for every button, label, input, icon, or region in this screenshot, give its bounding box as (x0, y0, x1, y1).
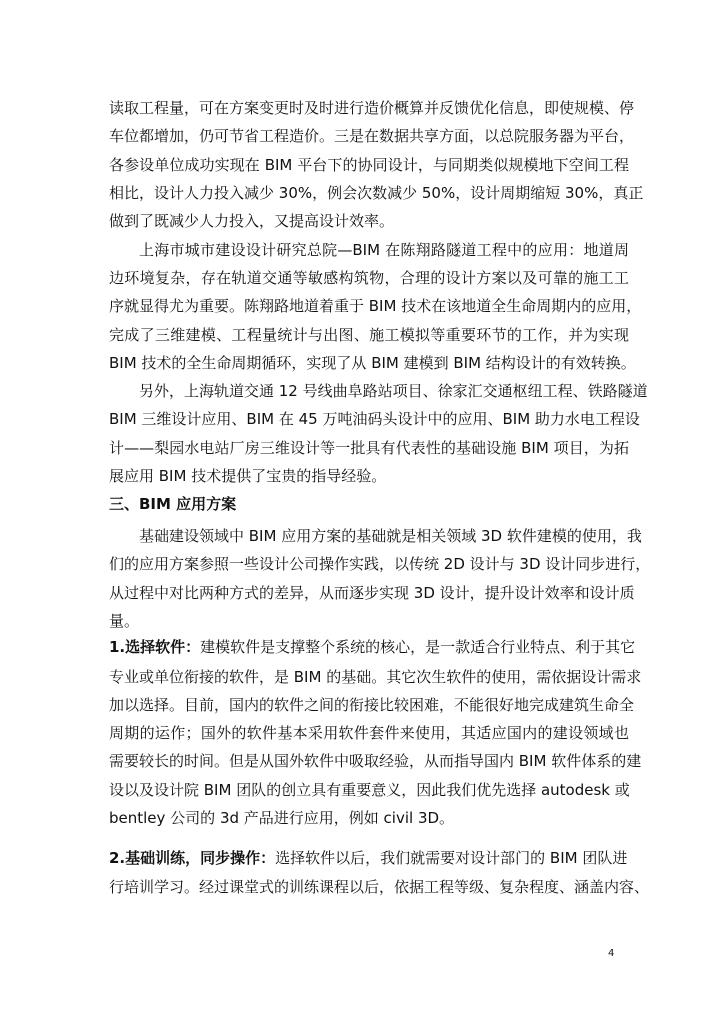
body-line: 设以及设计院 BIM 团队的创立具有重要意义，因此我们优先选择 autodesk 或 (109, 781, 630, 799)
body-line: 们的应用方案参照一些设计公司操作实践，以传统 2D 设计与 3D 设计同步进行， (109, 555, 651, 573)
body-line: 另外，上海轨道交通 12 号线曲阜路站项目、徐家汇交通枢纽工程、铁路隧道 (139, 382, 648, 400)
body-line: 相比，设计人力投入减少 30%，例会次数减少 50%，设计周期缩短 30%，真正 (109, 184, 644, 202)
body-line: 边环境复杂，存在轨道交通等敏感构筑物，合理的设计方案以及可靠的施工工 (109, 269, 629, 287)
body-line: 序就显得尤为重要。陈翔路地道着重于 BIM 技术在该地道全生命周期内的应用， (109, 297, 642, 315)
body-line: 上海市城市建设设计研究总院—BIM 在陈翔路隧道工程中的应用：地道周 (139, 241, 629, 259)
body-line: 量。 (109, 612, 140, 630)
section-heading: 三、BIM 应用方案 (109, 495, 237, 513)
body-line: 读取工程量，可在方案变更时及时进行造价概算并反馈优化信息，即使规模、停 (109, 99, 635, 117)
body-line: 车位都增加，仍可节省工程造价。三是在数据共享方面，以总院服务器为平台， (109, 127, 635, 145)
body-text: 建模软件是支撑整个系统的核心，是一款适合行业特点、利于其它 (200, 638, 636, 656)
body-line: 完成了三维建模、工程量统计与出图、施工模拟等重要环节的工作，并为实现 (109, 326, 629, 344)
body-text: 选择软件以后，我们就需要对设计部门的 BIM 团队进 (275, 849, 628, 867)
subsection-line (109, 848, 629, 868)
body-line: 专业或单位衔接的软件，是 BIM 的基础。其它次生软件的使用，需依据设计需求 (109, 668, 642, 686)
body-line: BIM 技术的全生命周期循环，实现了从 BIM 建模到 BIM 结构设计的有效转换。 (109, 354, 636, 372)
body-line: 周期的运作；国外的软件基本采用软件套件来使用，其适应国内的建设领域也 (109, 724, 629, 742)
body-line: 从过程中对比两种方式的差异，从而逐步实现 3D 设计，提升设计效率和设计质 (109, 584, 635, 602)
body-line: 需要较长的时间。但是从国外软件中吸取经验，从而指导国内 BIM 软件体系的建 (109, 752, 642, 770)
body-line: 加以选择。目前，国内的软件之间的衔接比较困难，不能很好地完成建筑生命全 (109, 696, 635, 714)
body-line: 行培训学习。经过课堂式的训练课程以后，依据工程等级、复杂程度、涵盖内容、 (109, 878, 650, 896)
body-line: 做到了既减少人力投入，又提高设计效率。 (109, 212, 395, 230)
body-line: 展应用 BIM 技术提供了宝贵的指导经验。 (109, 467, 387, 485)
body-line: 各参设单位成功实现在 BIM 平台下的协同设计，与同期类似规模地下空间工程 (109, 156, 629, 174)
body-line: BIM 三维设计应用、BIM 在 45 万吨油码头设计中的应用、BIM 助力水电工程设 (109, 410, 640, 428)
subheading-select-software: 1.选择软件： (109, 638, 201, 656)
subheading-training: 2.基础训练，同步操作： (109, 849, 276, 867)
body-line: 计——梨园水电站厂房三维设计等一批具有代表性的基础设施 BIM 项目，为拓 (109, 439, 629, 457)
subsection-line (109, 637, 636, 657)
body-line: 基础建设领域中 BIM 应用方案的基础就是相关领域 3D 软件建模的使用，我 (139, 527, 642, 545)
page-number: 4 (608, 948, 615, 959)
body-line: bentley 公司的 3d 产品进行应用，例如 civil 3D。 (109, 809, 455, 827)
